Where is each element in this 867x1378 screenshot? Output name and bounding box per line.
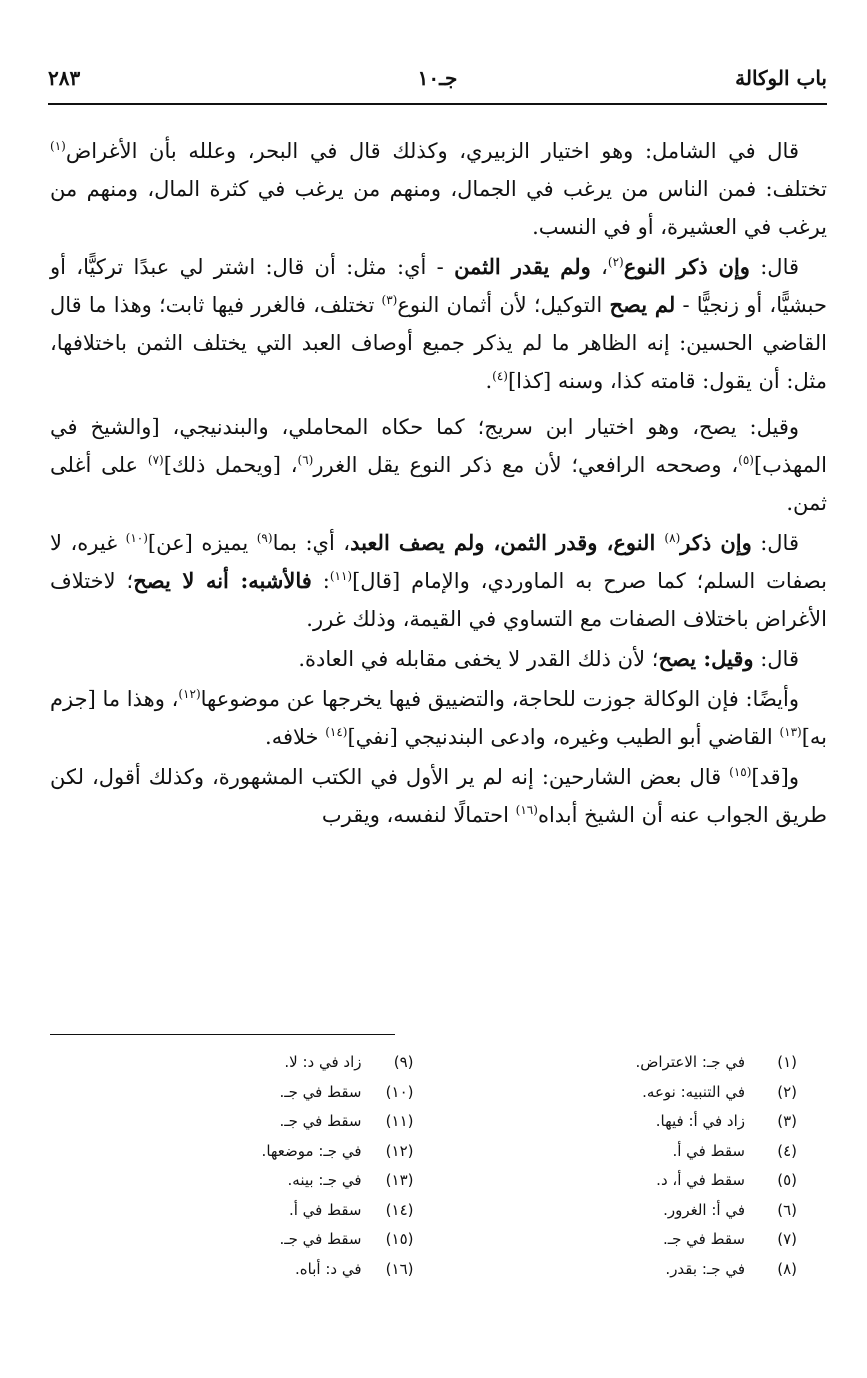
bold-matn: النوع، وقدر الثمن، ولم يصف العبد bbox=[350, 530, 665, 555]
footnote-ref: (٨) bbox=[664, 531, 681, 545]
footnote-number: (٣) bbox=[777, 1112, 797, 1130]
bold-matn: وإن ذكر bbox=[680, 530, 752, 555]
paragraph-3 bbox=[50, 408, 827, 522]
text-run: . bbox=[485, 369, 493, 393]
text-run: ، bbox=[590, 255, 608, 279]
text-run: القاضي أبو الطيب وغيره، وادعى البندنيجي [نفي] bbox=[347, 725, 780, 749]
footnote-number: (٤) bbox=[777, 1141, 797, 1160]
footnote-ref: (١٢) bbox=[178, 687, 201, 701]
footnote-text: زاد في أ: فيها. bbox=[655, 1112, 745, 1130]
footnote-text: سقط في جـ. bbox=[662, 1230, 745, 1248]
footnote-item bbox=[434, 1255, 798, 1285]
chapter-title: باب الوكالة bbox=[735, 66, 827, 90]
bold-matn: وقيل: يصح bbox=[658, 646, 754, 671]
footnote-ref: (١٦) bbox=[515, 803, 538, 817]
text-run: - أي: مثل: أن قال: اشتر لي عبدًا تركيًّا، أو حبشيًّا، أو زنجيًّا - bbox=[50, 255, 827, 317]
footnote-item bbox=[50, 1196, 414, 1226]
text-run: : bbox=[311, 569, 330, 593]
footnote-item bbox=[434, 1107, 798, 1137]
footnote-item bbox=[434, 1137, 798, 1167]
page-number: ٢٨٣ bbox=[48, 66, 81, 90]
footnote-text: زاد في د: لا. bbox=[284, 1053, 362, 1071]
footnote-ref: (١١) bbox=[329, 569, 353, 583]
footnote-ref: (٥) bbox=[738, 453, 754, 467]
footnote-number: (١٢) bbox=[385, 1141, 414, 1160]
footnote-item bbox=[50, 1078, 414, 1108]
footnote-text: سقط في جـ. bbox=[279, 1230, 362, 1248]
footnote-ref: (٦) bbox=[297, 453, 314, 467]
main-text bbox=[50, 132, 827, 836]
paragraph-4 bbox=[50, 524, 827, 638]
paragraph-7 bbox=[50, 758, 827, 834]
text-run: وأيضًا: فإن الوكالة جوزت للحاجة، والتضييق فيها يخرجها عن موضوعها bbox=[200, 687, 799, 711]
footnote-item bbox=[434, 1078, 798, 1108]
footnote-number: (١١) bbox=[385, 1112, 414, 1130]
text-run: قال في الشامل: وهو اختيار الزبيري، وكذلك قال في البحر، وعلله بأن الأغراض bbox=[65, 139, 799, 163]
footnote-text: في التنبيه: نوعه. bbox=[642, 1082, 745, 1101]
paragraph-1 bbox=[50, 132, 827, 246]
footnote-item bbox=[434, 1225, 798, 1255]
text-run: غيره، لا بصفات السلم؛ كما صرح به الماوردي، والإمام [قال] bbox=[50, 531, 827, 593]
text-run: احتمالًا لنفسه، ويقرب bbox=[321, 803, 516, 827]
footnote-text: في جـ: بينه. bbox=[287, 1171, 362, 1189]
footnote-number: (١) bbox=[777, 1053, 797, 1071]
text-run: ، [ويحمل ذلك] bbox=[163, 453, 298, 477]
paragraph-6 bbox=[50, 680, 827, 756]
footnote-item bbox=[434, 1166, 798, 1196]
footnote-text: في جـ: بقدر. bbox=[665, 1259, 745, 1278]
footnote-ref: (١٠) bbox=[125, 531, 148, 545]
text-run: وقيل: يصح، وهو اختيار ابن سريج؛ كما حكاه المحاملي، والبندنيجي، [والشيخ في المهذب] bbox=[50, 415, 827, 477]
footnote-text: سقط في جـ. bbox=[279, 1112, 362, 1130]
text-run: ، وهذا ما [جزم به] bbox=[50, 687, 827, 749]
volume-label: جـ١٠ bbox=[417, 66, 458, 90]
footnote-number: (١٦) bbox=[385, 1259, 414, 1278]
bold-matn: وإن ذكر النوع bbox=[623, 254, 750, 279]
footnote-item bbox=[50, 1107, 414, 1137]
footnote-ref: (٢) bbox=[607, 255, 624, 269]
footnote-number: (٨) bbox=[777, 1259, 797, 1278]
footnotes bbox=[50, 1048, 797, 1284]
footnote-number: (٧) bbox=[777, 1230, 797, 1248]
footnote-number: (٢) bbox=[777, 1082, 797, 1101]
text-run: ، أي: بما bbox=[272, 531, 351, 555]
text-run: ؛ لاختلاف الأغراض باختلاف الصفات مع التساوي في القيمة، وذلك غرر. bbox=[50, 569, 827, 631]
text-run: خلافه. bbox=[265, 725, 326, 749]
paragraph-5 bbox=[50, 640, 827, 678]
footnotes-right-column bbox=[434, 1048, 798, 1284]
footnote-number: (١٣) bbox=[385, 1171, 414, 1189]
footnote-number: (٥) bbox=[777, 1171, 797, 1189]
footnote-item bbox=[434, 1196, 798, 1226]
text-run: التوكيل؛ لأن أثمان النوع bbox=[397, 293, 610, 317]
footnote-ref: (١٤) bbox=[325, 725, 348, 739]
bold-matn: لم يصح bbox=[609, 292, 676, 317]
footnote-item bbox=[50, 1225, 414, 1255]
text-run: تختلف: فمن الناس من يرغب في الجمال، ومنهم من يرغب في كثرة المال، ومنهم من يرغب في العشيرة، أو في النسب. bbox=[50, 177, 827, 239]
footnote-text: سقط في أ، د. bbox=[656, 1171, 745, 1189]
text-run: قال: bbox=[753, 647, 799, 671]
footnote-number: (١٥) bbox=[385, 1230, 414, 1248]
footnote-ref: (٣) bbox=[381, 293, 398, 307]
footnote-ref: (١) bbox=[50, 139, 66, 153]
text-run: على أغلى ثمن. bbox=[50, 453, 827, 515]
page-header bbox=[48, 66, 827, 96]
text-run: ؛ لأن ذلك القدر لا يخفى مقابله في العادة. bbox=[298, 647, 659, 671]
text-run: تختلف، فالغرر فيها ثابت؛ وهذا ما قال القاضي الحسين: إنه الظاهر ما لم يذكر جميع أوصاف العبد التي يختلف الثمن باختلافها، مثل: أن يقول: قامته كذا، وسنه [كذا] bbox=[50, 293, 827, 393]
paragraph-2 bbox=[50, 248, 827, 400]
footnote-number: (٦) bbox=[777, 1200, 797, 1219]
text-run: و[قد] bbox=[751, 765, 799, 789]
footnote-text: سقط في جـ. bbox=[279, 1082, 362, 1101]
footnotes-left-column bbox=[50, 1048, 414, 1284]
header-divider bbox=[48, 103, 827, 105]
footnote-item bbox=[50, 1166, 414, 1196]
footnote-text: في أ: الغرور. bbox=[663, 1200, 745, 1219]
bold-matn: فالأشبه: أنه لا يصح bbox=[133, 568, 312, 593]
footnote-ref: (٤) bbox=[492, 369, 508, 383]
footnote-ref: (١٣) bbox=[779, 725, 802, 739]
footnote-item bbox=[434, 1048, 798, 1078]
footnote-ref: (١٥) bbox=[729, 765, 752, 779]
footnote-text: في د: أباه. bbox=[295, 1259, 362, 1278]
text-run: قال بعض الشارحين: إنه لم ير الأول في الكتب المشهورة، وكذلك أقول، لكن طريق الجواب عنه أن الشيخ أبداه bbox=[50, 765, 827, 827]
text-run: يميزه [عن] bbox=[147, 531, 257, 555]
footnote-item bbox=[50, 1137, 414, 1167]
text-run: ، وصححه الرافعي؛ لأن مع ذكر النوع يقل الغرر bbox=[313, 453, 739, 477]
bold-matn: ولم يقدر الثمن bbox=[454, 254, 591, 279]
footnote-number: (٩) bbox=[393, 1053, 414, 1071]
text-run: قال: bbox=[749, 255, 800, 279]
text-run: قال: bbox=[751, 531, 799, 555]
footnote-number: (١٠) bbox=[385, 1082, 414, 1101]
footnote-ref: (٩) bbox=[256, 531, 273, 545]
footnote-text: سقط في أ. bbox=[672, 1141, 745, 1160]
footnote-item bbox=[50, 1048, 414, 1078]
footnote-item bbox=[50, 1255, 414, 1285]
footnote-text: في جـ: موضعها. bbox=[261, 1141, 362, 1160]
footnote-text: سقط في أ. bbox=[288, 1200, 362, 1219]
footnote-divider bbox=[50, 1034, 395, 1035]
footnote-ref: (٧) bbox=[147, 453, 164, 467]
footnote-number: (١٤) bbox=[385, 1200, 414, 1219]
footnote-text: في جـ: الاعتراض. bbox=[635, 1053, 745, 1071]
